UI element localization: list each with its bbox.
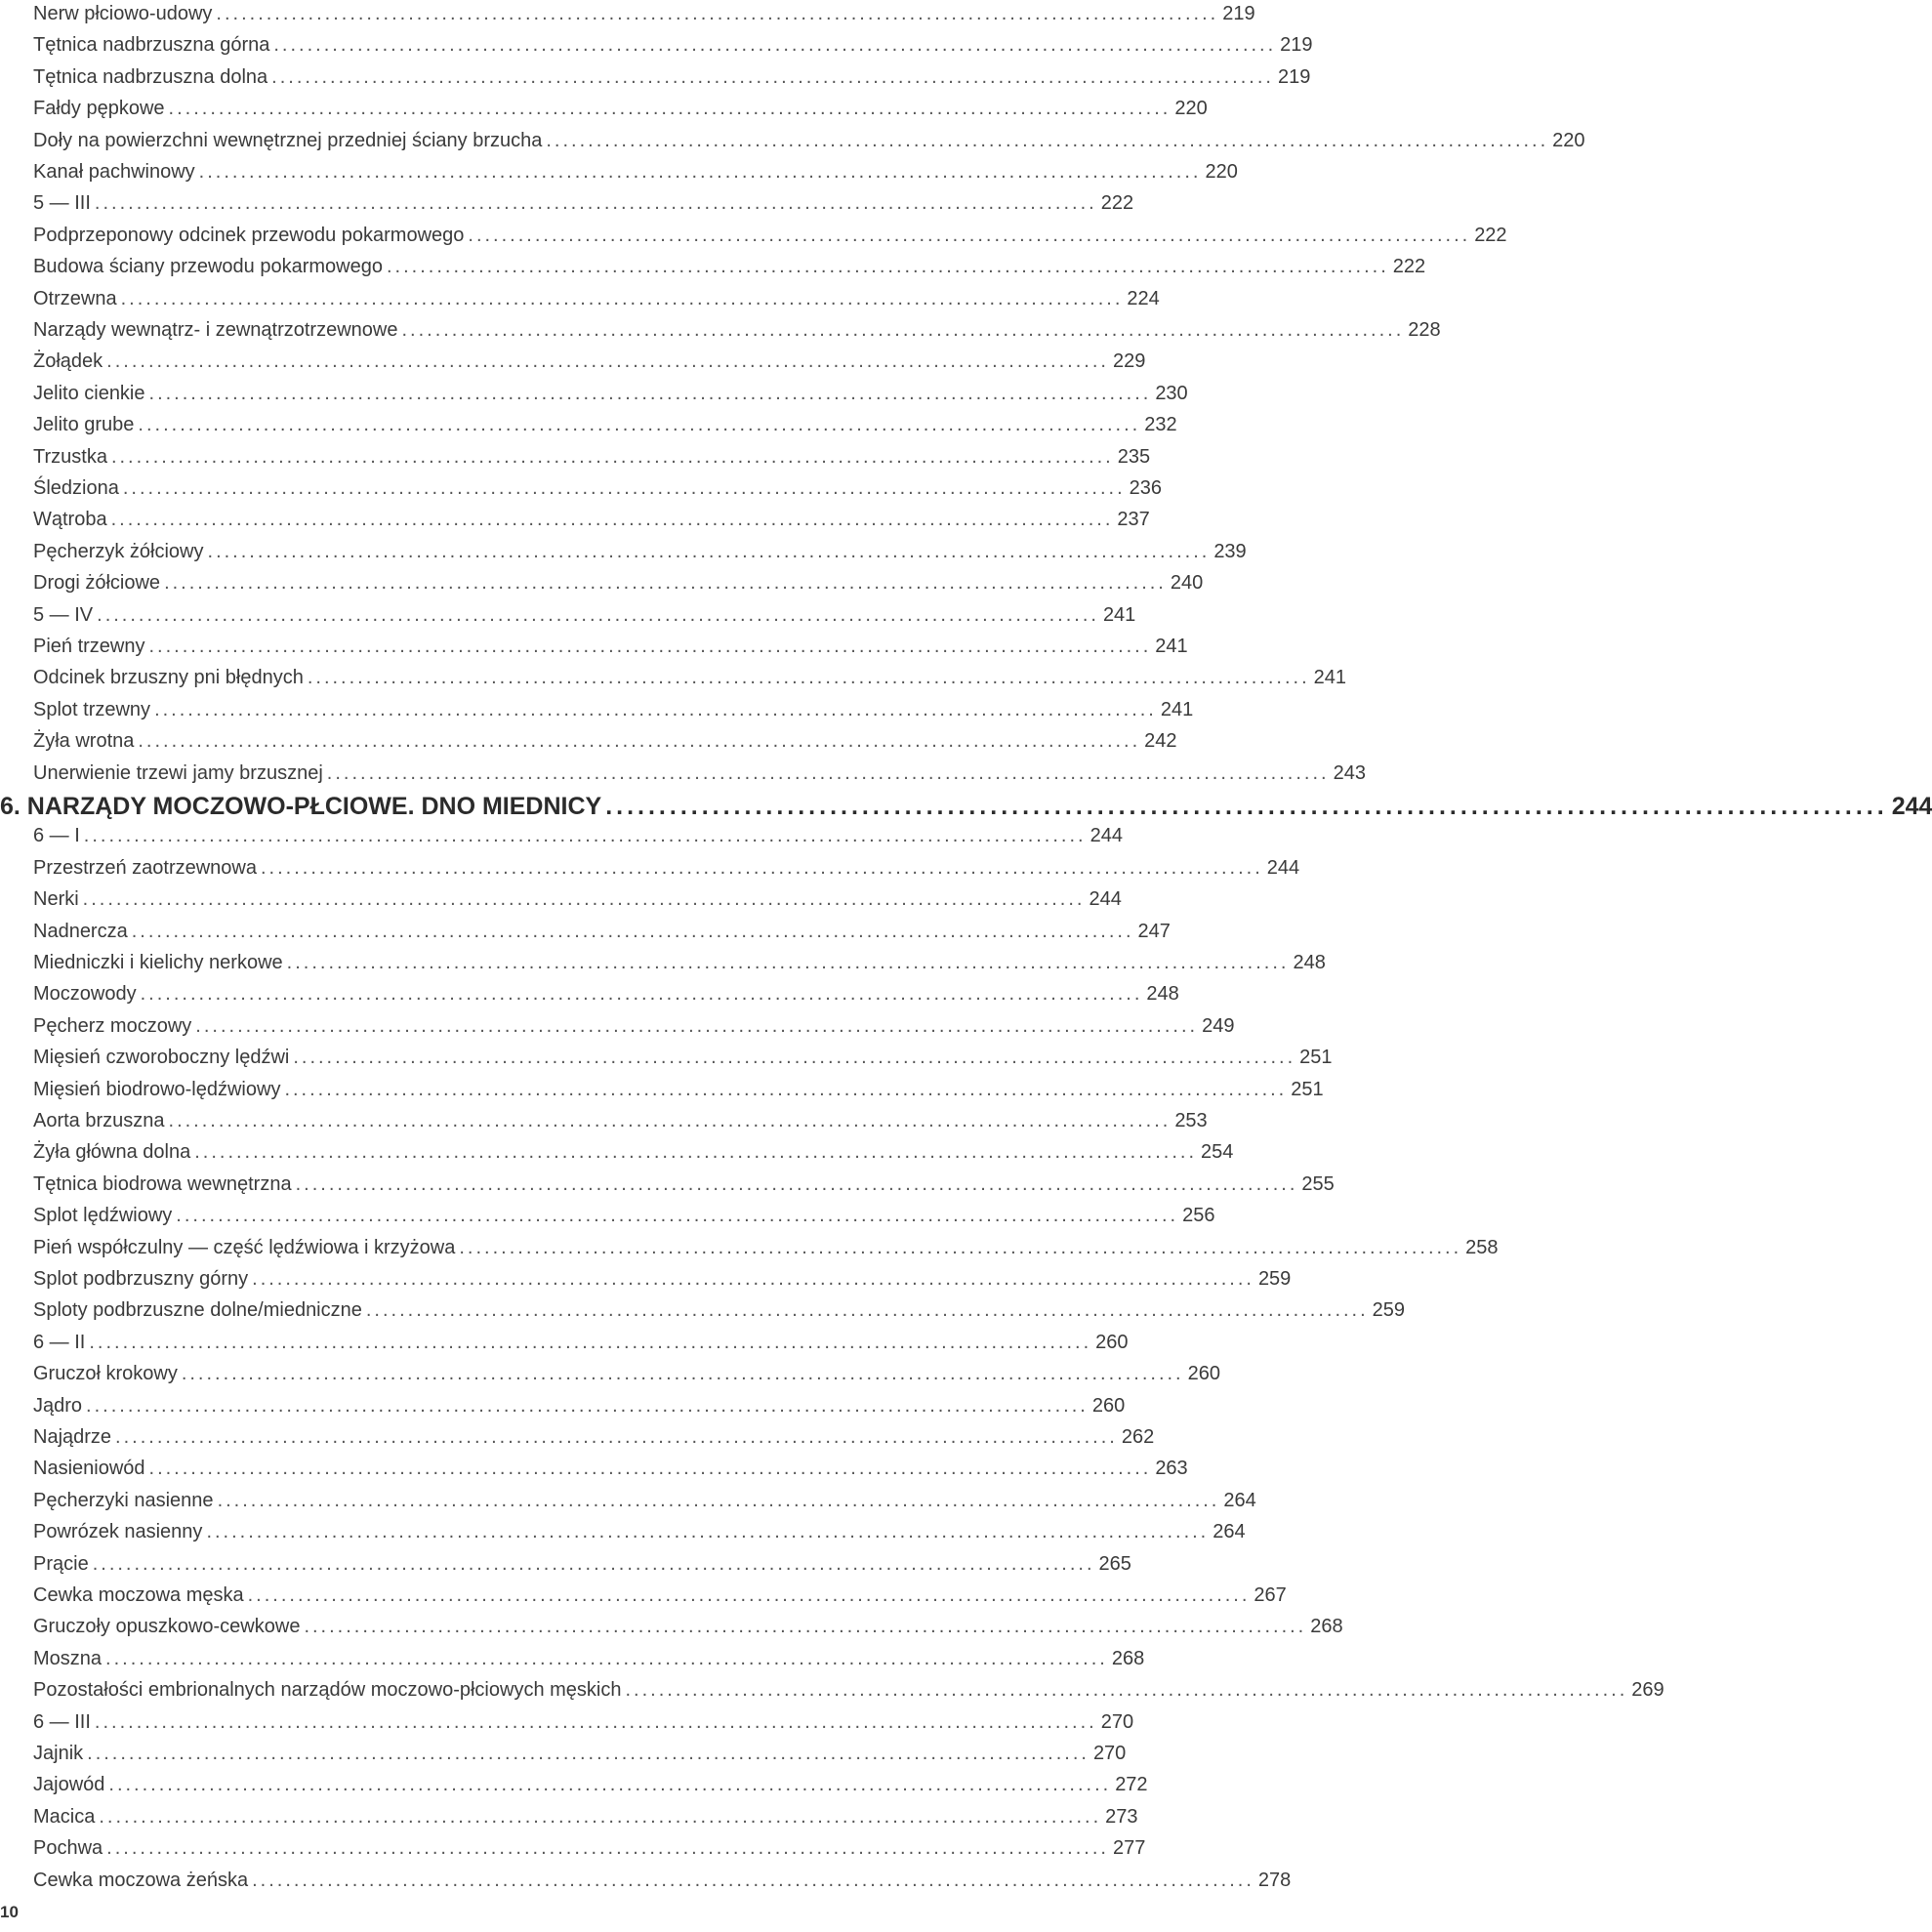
toc-entry (33, 31, 1313, 59)
toc-entry-label: Podprzeponowy odcinek przewodu pokarmowego (33, 224, 465, 246)
dot-leader: ........................................................................................................................ (140, 983, 1143, 1006)
toc-entry-page: 236 (1129, 477, 1163, 499)
toc-entry-label: Unerwienie trzewi jamy brzusznej (33, 761, 323, 784)
toc-entry-label: Jelito cienkie (33, 382, 145, 404)
toc-entry-label: Jajowód (33, 1774, 105, 1796)
toc-entry (33, 127, 1585, 154)
toc-entry-label: Śledziona (33, 477, 119, 499)
dot-leader: ........................................................................................................................ (207, 540, 1211, 562)
dot-leader: ........................................................................................................................ (110, 445, 1114, 468)
toc-entry-label: Prącie (33, 1552, 89, 1575)
toc-entry (33, 1487, 1256, 1514)
toc-entry-page: 222 (1392, 256, 1426, 278)
dot-leader: ........................................................................................................................ (468, 224, 1471, 246)
toc-entry-page: 273 (1105, 1805, 1138, 1828)
toc-entry-page: 220 (1552, 129, 1585, 151)
toc-entry (33, 1076, 1324, 1103)
toc-entry (33, 760, 1366, 787)
dot-leader: ........................................................................................................................ (605, 793, 1888, 820)
dot-leader: ........................................................................................................................ (198, 161, 1202, 183)
toc-entry (33, 1296, 1406, 1324)
toc-entry-label: Nerki (33, 888, 79, 911)
dot-leader: ........................................................................................................................ (148, 1458, 1152, 1480)
toc-entry (33, 1012, 1235, 1040)
dot-leader: ........................................................................................................................ (252, 1869, 1254, 1891)
dot-leader: ........................................................................................................................ (138, 730, 1141, 753)
toc-entry-page: 278 (1257, 1869, 1292, 1891)
toc-entry-label: Trzustka (33, 445, 107, 468)
dot-leader: ........................................................................................................................ (97, 603, 1099, 626)
toc-entry-page: 268 (1111, 1647, 1145, 1669)
dot-leader: ........................................................................................................................ (546, 129, 1549, 151)
toc-entry-label: Aorta brzuszna (33, 1110, 165, 1131)
toc-entry-label: 6. NARZĄDY MOCZOWO-PŁCIOWE. DNO MIEDNICY (0, 793, 602, 820)
toc-entry-page: 251 (1291, 1078, 1324, 1100)
dot-leader: ........................................................................................................................ (115, 1426, 1118, 1448)
toc-entry (33, 822, 1123, 849)
toc-entry-label: Otrzewna (33, 287, 117, 309)
dot-leader: ........................................................................................................................ (293, 1047, 1296, 1069)
toc-entry-label: Jelito grube (33, 414, 135, 436)
toc-entry-label: Gruczoł krokowy (33, 1363, 178, 1385)
dot-leader: ........................................................................................................................ (401, 319, 1405, 341)
dot-leader: ........................................................................................................................ (247, 1584, 1251, 1606)
toc-entry-label: Mięsień czworoboczny lędźwi (33, 1047, 290, 1069)
toc-entry-page: 263 (1155, 1458, 1188, 1480)
toc-entry (33, 316, 1441, 344)
toc-entry (33, 1423, 1155, 1451)
toc-entry-label: Pień trzewny (33, 636, 145, 657)
toc-entry-label: Powrózek nasienny (33, 1521, 203, 1543)
toc-entry-page: 251 (1299, 1047, 1333, 1069)
dot-leader: ........................................................................................................................ (195, 1014, 1199, 1037)
toc-entry-label: Nasieniowód (33, 1458, 145, 1480)
toc-entry-page: 258 (1465, 1236, 1499, 1258)
toc-entry (33, 1455, 1188, 1482)
toc-entry-label: 6 — III (33, 1710, 91, 1733)
toc-entry (33, 253, 1426, 280)
dot-leader: ........................................................................................................................ (295, 1172, 1298, 1195)
dot-leader: ........................................................................................................................ (181, 1363, 1184, 1385)
dot-leader: ........................................................................................................................ (86, 1394, 1089, 1417)
toc-entry (33, 506, 1150, 533)
toc-entry-page: 269 (1631, 1679, 1665, 1702)
toc-entry-page: 244 (1891, 793, 1932, 820)
dot-leader: ........................................................................................................................ (148, 382, 1152, 404)
toc-entry-page: 244 (1266, 856, 1300, 879)
toc-entry (33, 1803, 1138, 1830)
toc-entry-page: 267 (1254, 1584, 1287, 1606)
toc-entry (33, 1834, 1146, 1862)
dot-leader: ........................................................................................................................ (217, 1489, 1220, 1511)
toc-entry-label: Macica (33, 1805, 96, 1828)
toc-entry-page: 244 (1089, 888, 1122, 911)
toc-entry-page: 228 (1408, 319, 1441, 341)
dot-leader: ........................................................................................................................ (273, 34, 1277, 57)
dot-leader: ........................................................................................................................ (99, 1805, 1102, 1828)
toc-entry (33, 1202, 1215, 1229)
toc-entry (33, 1550, 1131, 1578)
toc-entry (33, 1740, 1127, 1767)
toc-entry-page: 237 (1117, 509, 1150, 531)
dot-leader: ........................................................................................................................ (284, 1078, 1288, 1100)
toc-entry-label: Splot podbrzuszny górny (33, 1268, 249, 1290)
dot-leader: ........................................................................................................................ (106, 350, 1109, 373)
toc-entry-page: 260 (1187, 1363, 1220, 1385)
toc-entry (33, 1613, 1343, 1640)
toc-entry-label: Jajnik (33, 1743, 84, 1764)
dot-leader: ........................................................................................................................ (252, 1268, 1254, 1290)
toc-entry-label: Żołądek (33, 350, 103, 373)
toc-entry (33, 1645, 1145, 1672)
dot-leader: ........................................................................................................................ (87, 1743, 1089, 1764)
toc-entry-label: Splot lędźwiowy (33, 1205, 173, 1227)
toc-entry (33, 918, 1171, 945)
toc-entry-label: Fałdy pępkowe (33, 98, 165, 120)
toc-entry (33, 1392, 1126, 1419)
toc-entry-label: Żyła główna dolna (33, 1141, 191, 1164)
dot-leader: ........................................................................................................................ (625, 1679, 1628, 1702)
toc-entry (33, 0, 1255, 27)
toc-entry (33, 411, 1177, 438)
page-number: 10 (0, 1903, 19, 1921)
dot-leader: ........................................................................................................................ (365, 1299, 1369, 1322)
toc-entry-label: Tętnica nadbrzuszna górna (33, 34, 270, 57)
toc-entry (33, 474, 1163, 502)
toc-entry (33, 1107, 1208, 1134)
dot-leader: ........................................................................................................................ (106, 1837, 1109, 1860)
dot-leader: ........................................................................................................................ (194, 1141, 1198, 1164)
dot-leader: ........................................................................................................................ (154, 698, 1157, 720)
toc-entry-page: 247 (1137, 920, 1171, 942)
dot-leader: ........................................................................................................................ (326, 761, 1330, 784)
dot-leader: ........................................................................................................................ (92, 1552, 1095, 1575)
toc-entry-label: Mięsień biodrowo-lędźwiowy (33, 1078, 281, 1100)
dot-leader: ........................................................................................................................ (94, 192, 1097, 215)
toc-entry (33, 601, 1136, 629)
toc-entry (33, 664, 1346, 691)
toc-entry (33, 380, 1188, 407)
toc-entry-label: Miedniczki i kielichy nerkowe (33, 952, 283, 973)
dot-leader: ........................................................................................................................ (304, 1616, 1307, 1638)
toc-entry-page: 262 (1121, 1426, 1155, 1448)
toc-entry-label: Pień współczulny — część lędźwiowa i krzyżowa (33, 1236, 456, 1258)
dot-leader: ........................................................................................................................ (307, 667, 1310, 689)
toc-entry (33, 538, 1247, 565)
dot-leader: ........................................................................................................................ (89, 1331, 1092, 1353)
toc-entry-label: Narządy wewnątrz- i zewnątrzotrzewnowe (33, 319, 398, 341)
dot-leader: ........................................................................................................................ (216, 3, 1219, 24)
toc-entry-page: 270 (1100, 1710, 1134, 1733)
toc-entry-page: 219 (1277, 65, 1311, 88)
toc-entry (33, 633, 1188, 660)
toc-entry-label: Drogi żółciowe (33, 572, 161, 595)
dot-leader: ........................................................................................................................ (82, 888, 1086, 911)
toc-entry-page: 248 (1293, 952, 1326, 973)
dot-leader: ........................................................................................................................ (131, 920, 1134, 942)
toc-entry (33, 1518, 1246, 1545)
dot-leader: ........................................................................................................................ (138, 414, 1141, 436)
dot-leader: ........................................................................................................................ (122, 477, 1126, 499)
toc-entry-page: 239 (1213, 540, 1247, 562)
toc-entry-label: Moczowody (33, 983, 137, 1006)
toc-entry-label: Pęcherzyk żółciowy (33, 540, 204, 562)
toc-entry-label: Odcinek brzuszny pni błędnych (33, 667, 304, 689)
toc-entry-label: Tętnica nadbrzuszna dolna (33, 65, 268, 88)
dot-leader: ........................................................................................................................ (105, 1647, 1108, 1669)
dot-leader: ........................................................................................................................ (108, 1774, 1112, 1796)
toc-entry (33, 1044, 1333, 1071)
toc-entry-page: 260 (1095, 1331, 1129, 1353)
toc-entry-label: Cewka moczowa męska (33, 1584, 244, 1606)
toc-entry (33, 285, 1160, 312)
toc-entry-label: Moszna (33, 1647, 103, 1669)
toc-entry (33, 1329, 1129, 1356)
toc-entry (33, 443, 1151, 471)
dot-leader: ........................................................................................................................ (176, 1205, 1179, 1227)
dot-leader: ........................................................................................................................ (120, 287, 1124, 309)
toc-entry-page: 270 (1092, 1743, 1127, 1764)
toc-entry-page: 254 (1201, 1141, 1234, 1164)
toc-entry-label: Doły na powierzchni wewnętrznej przedniej ściany brzucha (33, 129, 543, 151)
dot-leader: ........................................................................................................................ (206, 1521, 1210, 1543)
toc-entry-page: 229 (1112, 350, 1146, 373)
dot-leader: ........................................................................................................................ (164, 572, 1167, 595)
toc-entry-page: 240 (1170, 572, 1204, 595)
toc-entry (33, 1676, 1665, 1704)
toc-entry (33, 980, 1179, 1007)
toc-entry-page: 259 (1257, 1268, 1292, 1290)
toc-entry-page: 265 (1098, 1552, 1131, 1575)
toc-entry-page: 277 (1112, 1837, 1146, 1860)
toc-entry (33, 222, 1507, 249)
toc-entry-label: Przestrzeń zaotrzewnowa (33, 856, 257, 879)
toc-entry-label: 6 — I (33, 825, 80, 847)
toc-entry (33, 63, 1311, 91)
toc-entry-page: 241 (1155, 636, 1188, 657)
toc-entry-label: Nerw płciowo-udowy (33, 3, 213, 24)
toc-entry-label: Splot trzewny (33, 698, 151, 720)
toc-entry-label: Wątroba (33, 509, 107, 531)
toc-entry-page: 264 (1223, 1489, 1256, 1511)
toc-entry-page: 219 (1222, 3, 1255, 24)
toc-entry (33, 1708, 1134, 1736)
toc-entry-page: 219 (1280, 34, 1313, 57)
toc-entry-label: Nadnercza (33, 920, 128, 942)
toc-entry-page: 259 (1372, 1299, 1406, 1322)
toc-entry-label: Tętnica biodrowa wewnętrzna (33, 1172, 292, 1195)
toc-entry-label: Pozostałości embrionalnych narządów moczowo-płciowych męskich (33, 1679, 622, 1702)
toc-entry (33, 727, 1177, 755)
toc-entry (33, 949, 1326, 976)
toc-entry-page: 264 (1213, 1521, 1246, 1543)
toc-entry (33, 885, 1122, 913)
toc-entry (33, 1265, 1292, 1293)
toc-entry-label: 5 — IV (33, 603, 94, 626)
toc-entry-page: 235 (1117, 445, 1151, 468)
dot-leader: ........................................................................................................................ (83, 825, 1087, 847)
toc-entry-page: 256 (1182, 1205, 1215, 1227)
toc-entry-label: Gruczoły opuszkowo-cewkowe (33, 1616, 301, 1638)
toc-entry-page: 241 (1313, 667, 1346, 689)
dot-leader: ........................................................................................................................ (110, 509, 1114, 531)
toc-entry-page: 220 (1174, 98, 1208, 120)
toc-entry (33, 696, 1194, 723)
dot-leader: ........................................................................................................................ (168, 98, 1172, 120)
toc-entry-label: Pochwa (33, 1837, 103, 1860)
toc-entry (33, 1171, 1335, 1198)
toc-entry-label: Cewka moczowa żeńska (33, 1869, 249, 1891)
toc-entry-page: 244 (1089, 825, 1123, 847)
toc-entry-label: Kanał pachwinowy (33, 161, 195, 183)
toc-entry (33, 348, 1146, 375)
toc-entry-page: 241 (1102, 603, 1136, 626)
dot-leader: ........................................................................................................................ (260, 856, 1263, 879)
toc-entry-label: Sploty podbrzuszne dolne/miedniczne (33, 1299, 362, 1322)
dot-leader: ........................................................................................................................ (148, 636, 1152, 657)
toc-entry-page: 253 (1174, 1110, 1208, 1131)
toc-entry-page: 232 (1144, 414, 1177, 436)
toc-entry-label: Budowa ściany przewodu pokarmowego (33, 256, 383, 278)
toc-entry-page: 255 (1301, 1172, 1335, 1195)
toc-entry-page: 222 (1100, 192, 1134, 215)
toc-entry (33, 158, 1238, 185)
toc-entry-page: 268 (1310, 1616, 1343, 1638)
toc-entry-page: 242 (1144, 730, 1177, 753)
toc-entry (33, 1138, 1234, 1166)
toc-entry-label: Żyła wrotna (33, 730, 135, 753)
toc-entry-page: 249 (1202, 1014, 1235, 1037)
toc-entry-label: Pęcherzyki nasienne (33, 1489, 214, 1511)
toc-entry-page: 260 (1091, 1394, 1126, 1417)
toc-entry (33, 95, 1208, 122)
toc-entry-page: 220 (1205, 161, 1238, 183)
toc-entry-page: 272 (1115, 1774, 1148, 1796)
toc-entry (33, 854, 1300, 882)
toc-entry-page: 222 (1474, 224, 1507, 246)
dot-leader: ........................................................................................................................ (271, 65, 1274, 88)
toc-entry-label: Najądrze (33, 1426, 112, 1448)
toc-entry (33, 569, 1204, 596)
toc-entry-page: 224 (1127, 287, 1160, 309)
toc-entry (33, 1360, 1220, 1387)
toc-entry (33, 1234, 1499, 1261)
toc-entry-label: 6 — II (33, 1331, 86, 1353)
toc-entry (33, 1867, 1292, 1894)
dot-leader: ........................................................................................................................ (459, 1236, 1462, 1258)
toc-entry-label: Jądro (33, 1394, 83, 1417)
toc-entry (33, 1582, 1287, 1609)
dot-leader: ........................................................................................................................ (94, 1710, 1097, 1733)
toc-entry-page: 230 (1155, 382, 1188, 404)
toc-entry-page: 248 (1146, 983, 1179, 1006)
toc-entry-page: 243 (1333, 761, 1366, 784)
toc-entry (33, 1771, 1148, 1798)
toc-entry-label: 5 — III (33, 192, 91, 215)
toc-chapter-heading (0, 791, 1932, 822)
dot-leader: ........................................................................................................................ (286, 952, 1290, 973)
toc-entry-label: Pęcherz moczowy (33, 1014, 192, 1037)
toc-entry (33, 189, 1134, 217)
toc-entry-page: 241 (1160, 698, 1194, 720)
dot-leader: ........................................................................................................................ (386, 256, 1389, 278)
dot-leader: ........................................................................................................................ (168, 1110, 1172, 1131)
